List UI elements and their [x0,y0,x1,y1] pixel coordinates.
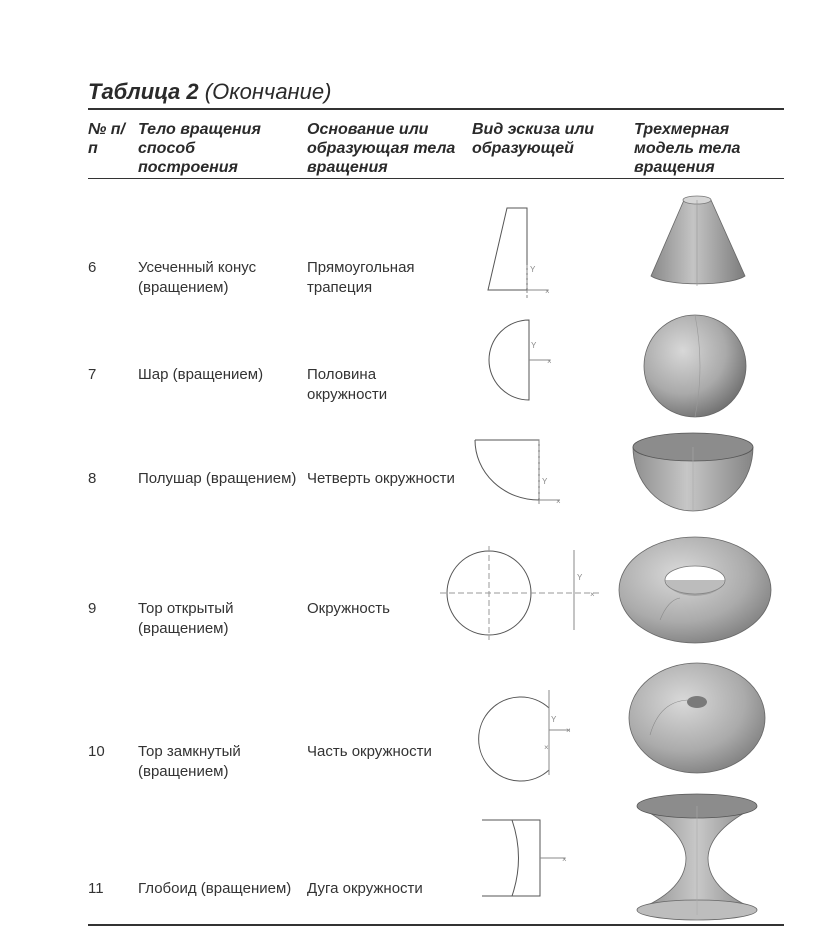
row-11-body: Глобоид (вращением) [138,880,292,897]
open-torus-model-icon [619,537,771,643]
row-9-num: 9 [88,600,97,617]
svg-text:Y: Y [542,477,548,486]
row-10-base: Часть окружности [307,743,432,760]
row-8-body: Полушар (вращением) [138,470,297,487]
svg-text:×: × [544,743,549,752]
table-title-note: (Окончание) [204,79,332,104]
row-11-base: Дуга окружности [307,880,423,897]
row-7-num: 7 [88,366,97,383]
svg-text:Y: Y [551,715,557,724]
table-title: Таблица 2 [88,79,199,104]
svg-text:×: × [590,590,595,599]
svg-text:×: × [556,497,561,506]
header-model: Трехмерная модель тела вращения [634,121,741,176]
closed-torus-model-icon [629,663,765,773]
bottom-rule [88,924,784,926]
row-9-base: Окружность [307,600,390,617]
svg-text:Y: Y [530,265,536,274]
row-6-base: Прямоугольная трапеция [307,259,415,296]
svg-text:Y: Y [577,573,583,582]
row-8-num: 8 [88,470,97,487]
row-6-num: 6 [88,259,97,276]
svg-text:×: × [562,855,567,864]
row-7-body: Шар (вращением) [138,366,264,383]
circle-arc-sketch-icon [479,690,571,781]
row-7-base: Половина окружности [307,366,388,403]
row-10-num: 10 [88,743,105,760]
header-sketch: Вид эскиза или образующей [472,121,595,157]
header-num: № п/п [88,121,125,157]
hemisphere-model-icon [633,433,753,511]
truncated-cone-model-icon [651,196,745,286]
svg-text:Y: Y [531,341,537,350]
row-6-body: Усеченный конус (вращением) [138,259,257,296]
header-base: Основание или образующая тела вращения [307,121,456,176]
semicircle-sketch-icon [489,320,552,400]
sphere-model-icon [644,315,746,417]
row-9-body: Тор открытый (вращением) [138,600,234,637]
svg-text:×: × [547,357,552,366]
row-11-num: 11 [88,880,104,897]
quarter-circle-sketch-icon [475,440,561,506]
circle-sketch-icon [440,546,600,640]
svg-text:×: × [566,726,571,735]
trapezoid-sketch-icon [488,208,550,298]
svg-text:×: × [545,287,550,296]
arc-sketch-icon [482,820,567,896]
row-10-body: Тор замкнутый (вращением) [138,743,241,780]
globoid-model-icon [637,794,757,920]
header-body: Тело вращения способ построения [138,121,261,176]
row-8-base: Четверть окружности [307,470,455,487]
